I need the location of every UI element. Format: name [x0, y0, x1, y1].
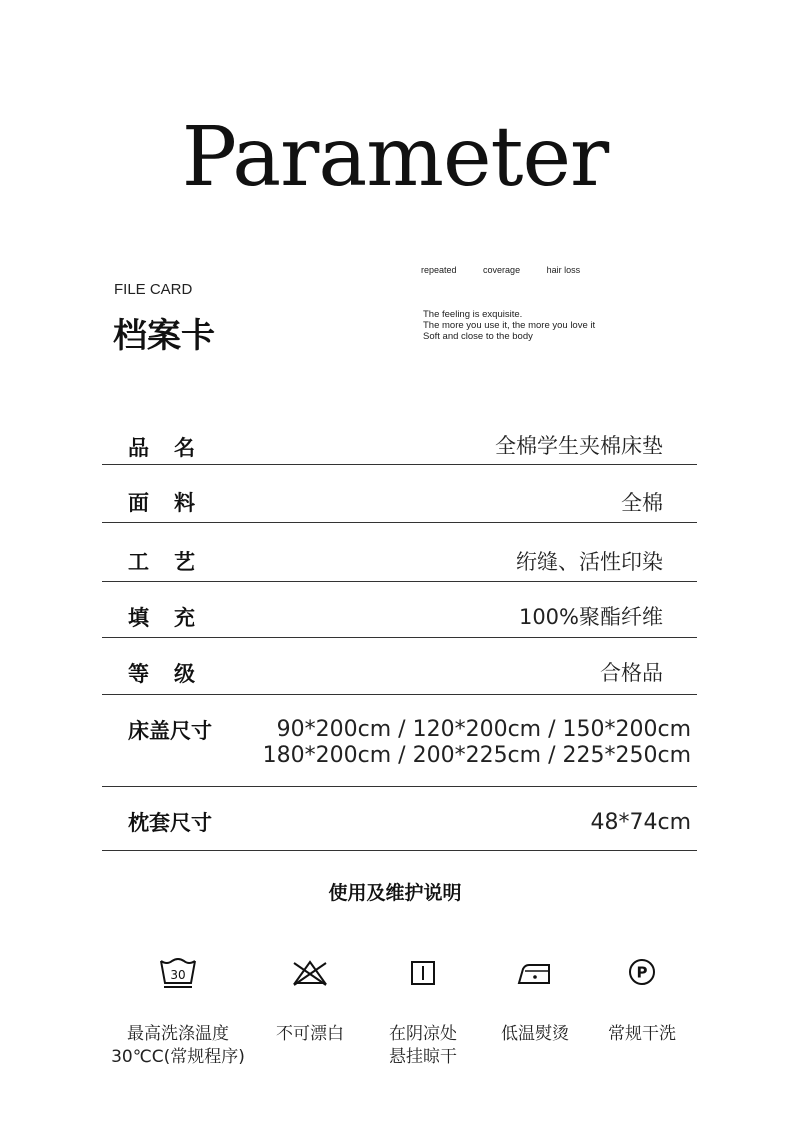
no-bleach-icon — [290, 955, 330, 989]
row-value — [263, 717, 691, 769]
row-value: 48*74cm — [590, 810, 691, 835]
care-text — [475, 1023, 595, 1046]
tag-item: repeated — [421, 265, 457, 275]
dry-clean-letter: P — [636, 963, 648, 982]
low-iron-icon — [515, 955, 555, 989]
wash-temp-text: 30 — [170, 968, 186, 982]
wash-30-icon — [158, 955, 198, 989]
tag-item: hair loss — [546, 265, 581, 275]
shade-dry-icon — [403, 955, 443, 989]
care-text-line: 低温熨烫 — [501, 1024, 569, 1044]
file-card-en-label: FILE CARD — [114, 281, 193, 298]
care-text — [582, 1023, 702, 1046]
table-row — [102, 465, 697, 523]
row-value: 全棉 — [621, 491, 663, 515]
care-item — [363, 955, 483, 1069]
row-label: 等 级 — [128, 662, 197, 686]
care-item — [250, 955, 370, 1046]
care-text-line: 最高洗涤温度 — [127, 1024, 229, 1044]
row-label: 枕套尺寸 — [128, 811, 212, 835]
care-item — [98, 955, 258, 1069]
feeling-line: Soft and close to the body — [423, 331, 533, 342]
page-title: Parameter — [181, 110, 609, 205]
care-text-line: 在阴凉处 — [389, 1024, 457, 1044]
care-item — [582, 955, 702, 1046]
row-label: 床盖尺寸 — [128, 719, 212, 743]
row-label: 品 名 — [128, 436, 197, 460]
care-item — [475, 955, 595, 1046]
row-label: 面 料 — [128, 491, 197, 515]
row-value-line: 90*200cm / 120*200cm / 150*200cm — [276, 717, 691, 742]
row-label: 填 充 — [128, 606, 197, 630]
care-text-line: 30℃C(常规程序) — [111, 1047, 245, 1067]
row-label: 工 艺 — [128, 550, 197, 574]
table-row — [102, 582, 697, 638]
table-row — [102, 695, 697, 787]
feeling-line: The feeling is exquisite. — [423, 309, 523, 320]
care-text-line: 常规干洗 — [608, 1024, 676, 1044]
table-row — [102, 787, 697, 851]
table-row — [102, 638, 697, 695]
row-value: 100%聚酯纤维 — [518, 605, 663, 629]
tag-item: coverage — [483, 265, 521, 275]
care-text-line: 悬挂晾干 — [389, 1047, 457, 1067]
row-value: 绗缝、活性印染 — [516, 550, 663, 574]
row-value: 合格品 — [600, 661, 663, 685]
care-title: 使用及维护说明 — [328, 882, 462, 904]
care-text — [250, 1023, 370, 1046]
feeling-text — [423, 309, 595, 342]
row-value-line: 180*200cm / 200*225cm / 225*250cm — [262, 743, 691, 768]
row-value: 全棉学生夹棉床垫 — [495, 434, 663, 458]
care-text — [363, 1023, 483, 1069]
care-text-line: 不可漂白 — [276, 1024, 344, 1044]
feeling-line: The more you use it, the more you love it — [423, 320, 596, 331]
dry-clean-p-icon — [622, 955, 662, 989]
table-row — [102, 523, 697, 582]
parameter-table — [102, 412, 697, 851]
file-card-cn-label: 档案卡 — [113, 316, 215, 356]
tag-list — [421, 265, 604, 275]
care-text — [98, 1023, 258, 1069]
table-row — [102, 412, 697, 465]
